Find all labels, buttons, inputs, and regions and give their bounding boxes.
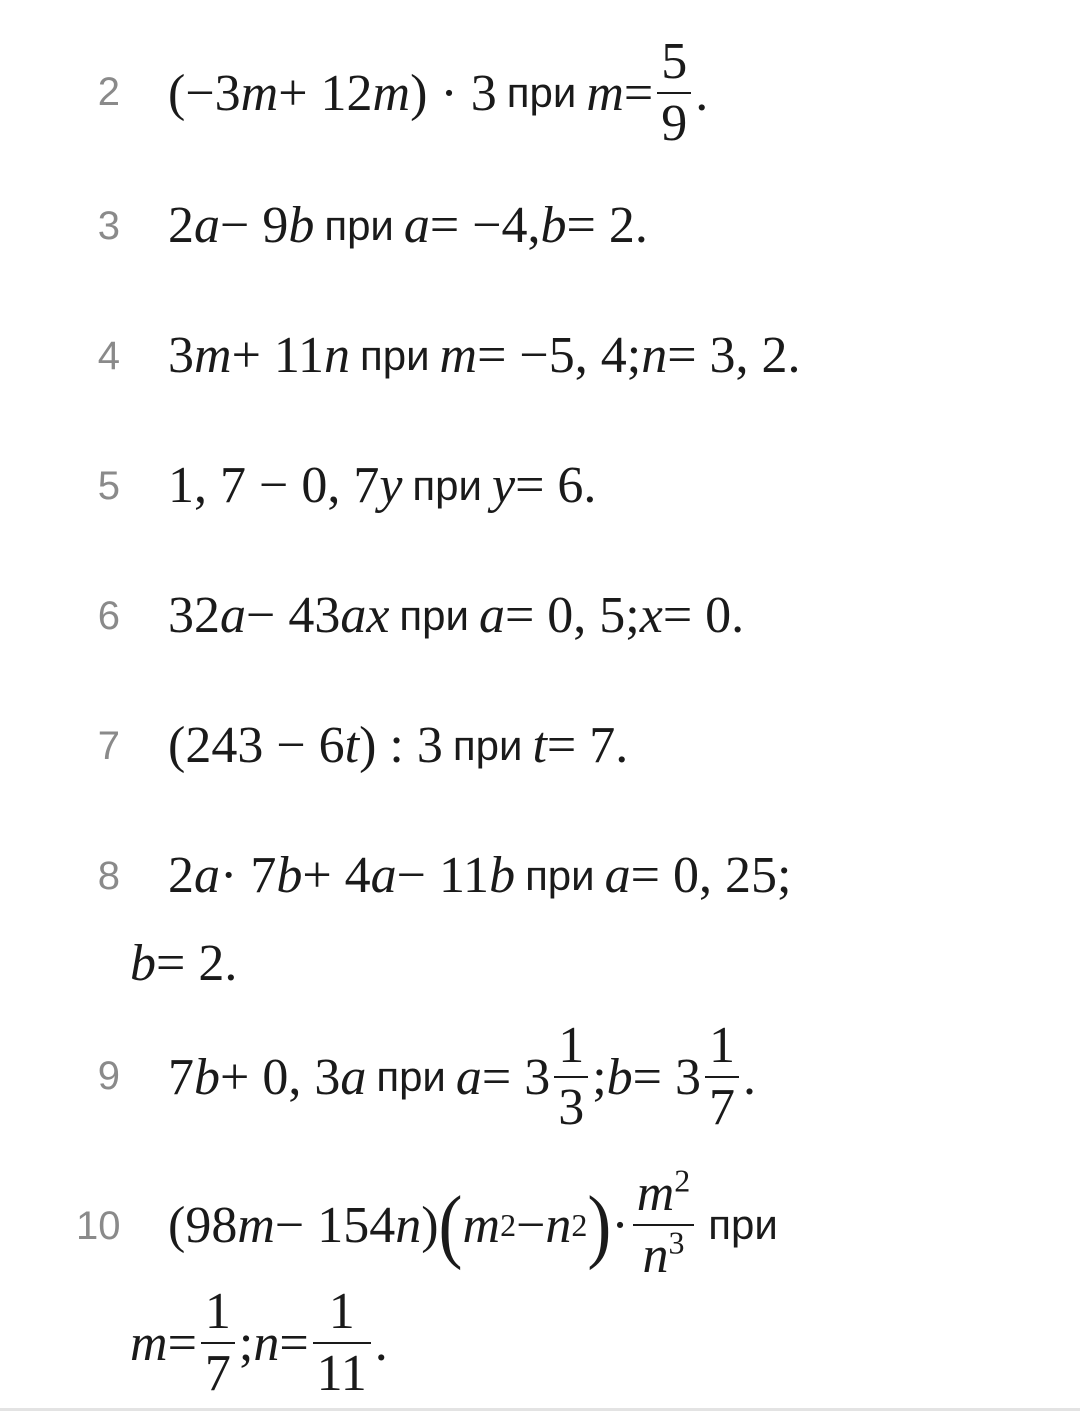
expr-part: 2 — [168, 197, 194, 254]
var: n — [642, 1227, 669, 1284]
var: a — [194, 847, 220, 904]
problem-expression: (98 m − 154 n ) ( m 2 − n 2 ) · $\frac{m^2}{n^3}$ при — [168, 1162, 778, 1284]
left-paren: ( — [438, 1179, 463, 1271]
problem-number: 3 — [97, 204, 120, 248]
fraction-numerator: 1 — [328, 1283, 355, 1340]
expr-part: = 2. — [566, 197, 648, 254]
problem-expression — [168, 456, 596, 515]
fraction — [633, 1162, 695, 1284]
var: y — [379, 457, 403, 514]
var: a — [478, 587, 505, 644]
word-pri: при — [376, 1053, 446, 1100]
word-pri: при — [399, 591, 469, 639]
var: n — [323, 327, 350, 384]
var: m — [372, 64, 411, 122]
problem-expression — [168, 1012, 756, 1142]
var: b — [276, 847, 303, 904]
exponent: 3 — [668, 1224, 685, 1261]
fraction-denominator: 7 — [709, 1079, 735, 1136]
divider — [0, 1408, 1080, 1411]
var: b — [194, 1048, 220, 1106]
expr-part: 3 — [168, 327, 194, 384]
var: b — [540, 197, 567, 254]
var: a — [220, 587, 246, 644]
problem-expression — [168, 846, 791, 905]
fraction-numerator: 1 — [204, 1283, 231, 1340]
fraction-denominator: 11 — [316, 1345, 367, 1402]
problem-expression — [168, 196, 648, 255]
expr-part: = 2. — [156, 935, 238, 992]
var: x — [639, 587, 663, 644]
var: y — [491, 457, 516, 514]
var: m — [237, 1196, 275, 1254]
problem-expression-continued — [130, 934, 237, 993]
fraction-denominator: 9 — [661, 95, 688, 152]
var: n — [253, 1314, 280, 1372]
var: n — [641, 327, 668, 384]
expr-part: = — [167, 1314, 197, 1372]
right-paren: ) — [587, 1179, 612, 1271]
fraction-numerator: 1 — [709, 1017, 735, 1074]
var: m — [194, 327, 232, 384]
fraction-denominator — [639, 1226, 689, 1282]
expr-part: = −4, — [429, 197, 541, 254]
fraction — [657, 33, 691, 152]
var: t — [532, 717, 547, 774]
word-pri: при — [359, 331, 430, 379]
var: n — [395, 1196, 422, 1254]
problem-expression — [168, 716, 628, 775]
expr-part: (243 − 6 — [168, 717, 345, 774]
word-pri: при — [708, 1201, 778, 1248]
fraction — [313, 1283, 371, 1402]
var: m — [240, 64, 279, 122]
fraction-numerator: 1 — [558, 1017, 585, 1074]
expr-part: = — [623, 64, 654, 122]
var: b — [606, 1048, 633, 1106]
var: m — [636, 1165, 675, 1222]
expr-part: 7 — [168, 1048, 194, 1106]
fraction-denominator: 3 — [558, 1079, 585, 1136]
var: b — [489, 847, 516, 904]
expr-part: 32 — [168, 587, 220, 644]
expr-part: · 7 — [220, 847, 277, 904]
var: a — [370, 847, 397, 904]
problem-number: 4 — [97, 334, 120, 378]
expr-part: 1, 7 − 0, 7 — [168, 457, 380, 514]
word-pri: при — [506, 69, 577, 116]
problem-expression-continued — [130, 1278, 388, 1408]
expr-part: − 43 — [246, 587, 341, 644]
fraction — [554, 1017, 588, 1136]
exponent: 2 — [674, 1162, 691, 1199]
var: n — [545, 1196, 572, 1254]
word-pri: при — [412, 461, 482, 509]
expr-part: = 3, 2. — [667, 327, 801, 384]
expr-part: = — [279, 1314, 309, 1372]
expr-part: . — [695, 64, 709, 122]
problem-expression — [168, 326, 801, 385]
expr-part: = 3 — [632, 1048, 701, 1106]
var: m — [462, 1196, 501, 1254]
problem-expression — [168, 586, 744, 645]
expr-part: = 0, 25; — [630, 847, 792, 904]
var: b — [130, 935, 156, 992]
var: a — [403, 197, 430, 254]
expr-part: − 11 — [396, 847, 490, 904]
expr-part: 2 — [168, 847, 194, 904]
expr-part: = 7. — [546, 717, 629, 774]
expr-part: ; — [238, 1314, 254, 1372]
expr-part: = 3 — [481, 1048, 551, 1106]
problem-number: 9 — [97, 1054, 120, 1098]
expr-part: − 154 — [274, 1196, 396, 1254]
var: a — [340, 1048, 367, 1106]
word-pri: при — [452, 721, 523, 769]
expr-part: + 0, 3 — [220, 1048, 341, 1106]
problem-number: 5 — [97, 464, 120, 508]
expr-part: = −5, 4; — [477, 327, 642, 384]
word-pri: при — [525, 851, 595, 899]
expr-part: (−3 — [168, 64, 241, 122]
fraction-numerator — [633, 1162, 695, 1224]
problem-number: 6 — [97, 594, 120, 638]
fraction-denominator: 7 — [204, 1345, 231, 1402]
var: a — [194, 197, 220, 254]
var: t — [344, 717, 360, 774]
expr-part: + 4 — [302, 847, 371, 904]
expr-part: − — [516, 1196, 546, 1254]
expr-part: ) · 3 — [410, 64, 497, 122]
expr-part: · — [611, 1196, 629, 1254]
expr-part: . — [374, 1314, 388, 1372]
word-pri: при — [324, 201, 394, 249]
problem-expression — [168, 28, 708, 158]
expr-part: ) — [421, 1196, 439, 1254]
expr-part: = 0, 5; — [504, 587, 640, 644]
expr-part: ) : 3 — [359, 717, 443, 774]
var: m — [586, 64, 624, 122]
expr-part: . — [743, 1048, 756, 1106]
fraction-numerator: 5 — [661, 33, 688, 90]
problem-number: 2 — [97, 70, 120, 114]
var: b — [288, 197, 315, 254]
var: ax — [340, 587, 390, 644]
expr-part: + 11 — [231, 327, 324, 384]
var: a — [455, 1048, 482, 1106]
expr-part: = 6. — [515, 457, 597, 514]
problem-number: 8 — [97, 854, 120, 898]
problem-number: 10 — [76, 1204, 121, 1248]
var: m — [439, 327, 478, 384]
problem-number: 7 — [97, 724, 120, 768]
expr-part: ; — [592, 1048, 607, 1106]
fraction — [705, 1017, 739, 1136]
fraction — [201, 1283, 235, 1402]
expr-part: = 0. — [662, 587, 745, 644]
expr-part: (98 — [168, 1196, 238, 1254]
var: m — [130, 1314, 168, 1372]
expr-part: + 12 — [278, 64, 373, 122]
expr-part: − 9 — [220, 197, 289, 254]
var: a — [604, 847, 631, 904]
